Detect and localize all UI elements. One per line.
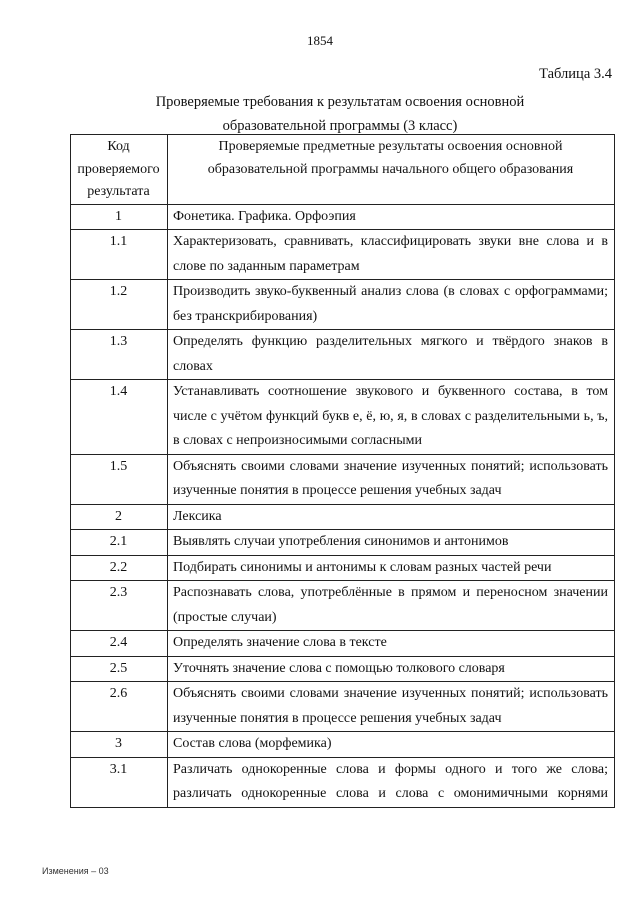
result-description: Производить звуко-буквенный анализ слова (в словах с орфограммами; без транскрибирования) xyxy=(168,280,615,330)
result-code: 1.2 xyxy=(71,280,168,330)
result-description: Характеризовать, сравнивать, классифицировать звуки вне слова и в слове по заданным параметрам xyxy=(168,230,615,280)
table-header-row xyxy=(71,135,615,205)
table-row xyxy=(71,330,615,380)
result-description: Лексика xyxy=(168,504,615,530)
result-code: 2.6 xyxy=(71,682,168,732)
table-row xyxy=(71,682,615,732)
table-body xyxy=(71,204,615,807)
table-caption: Таблица 3.4 xyxy=(539,66,612,82)
footer-note: Изменения – 03 xyxy=(42,866,109,876)
result-description: Различать однокоренные слова и формы одного и того же слова; различать однокоренные слова и слова с омонимичными корнями xyxy=(168,757,615,807)
header-code: Код проверяемого результата xyxy=(71,135,168,205)
page-number: 1854 xyxy=(307,33,333,48)
result-code: 1.4 xyxy=(71,380,168,455)
result-code: 1.1 xyxy=(71,230,168,280)
table-title-line-1: Проверяемые требования к результатам освоения основной xyxy=(155,94,525,110)
result-code: 3 xyxy=(71,732,168,758)
result-code: 3.1 xyxy=(71,757,168,807)
result-description: Состав слова (морфемика) xyxy=(168,732,615,758)
table-row xyxy=(71,656,615,682)
result-description: Объяснять своими словами значение изученных понятий; использовать изученные понятия в процессе решения учебных задач xyxy=(168,682,615,732)
table-row xyxy=(71,230,615,280)
table-section-row xyxy=(71,732,615,758)
result-code: 2.5 xyxy=(71,656,168,682)
result-description: Определять функцию разделительных мягкого и твёрдого знаков в словах xyxy=(168,330,615,380)
result-description: Фонетика. Графика. Орфоэпия xyxy=(168,204,615,230)
result-description: Выявлять случаи употребления синонимов и антонимов xyxy=(168,530,615,556)
result-code: 2 xyxy=(71,504,168,530)
table-row xyxy=(71,454,615,504)
result-code: 2.2 xyxy=(71,555,168,581)
result-description: Уточнять значение слова с помощью толкового словаря xyxy=(168,656,615,682)
table-title xyxy=(30,90,640,138)
table-row xyxy=(71,757,615,807)
result-description: Подбирать синонимы и антонимы к словам разных частей речи xyxy=(168,555,615,581)
result-code: 2.1 xyxy=(71,530,168,556)
table-section-row xyxy=(71,504,615,530)
result-code: 2.4 xyxy=(71,631,168,657)
table-section-row xyxy=(71,204,615,230)
table-title-line-2: образовательной программы (3 класс) xyxy=(222,118,458,134)
result-code: 1 xyxy=(71,204,168,230)
result-description: Определять значение слова в тексте xyxy=(168,631,615,657)
table-row xyxy=(71,555,615,581)
result-code: 1.5 xyxy=(71,454,168,504)
table-row xyxy=(71,280,615,330)
table-row xyxy=(71,380,615,455)
result-description: Распознавать слова, употреблённые в прямом и переносном значении (простые случаи) xyxy=(168,581,615,631)
result-code: 1.3 xyxy=(71,330,168,380)
table-row xyxy=(71,581,615,631)
result-description: Объяснять своими словами значение изученных понятий; использовать изученные понятия в процессе решения учебных задач xyxy=(168,454,615,504)
table-row xyxy=(71,631,615,657)
requirements-table xyxy=(70,134,615,808)
table-row xyxy=(71,530,615,556)
result-description: Устанавливать соотношение звукового и буквенного состава, в том числе с учётом функций букв е, ё, ю, я, в словах с разделительными ь, ъ, в словах с непроизносимыми согласными xyxy=(168,380,615,455)
header-description: Проверяемые предметные результаты освоения основной образовательной программы начального общего образования xyxy=(168,135,615,205)
result-code: 2.3 xyxy=(71,581,168,631)
